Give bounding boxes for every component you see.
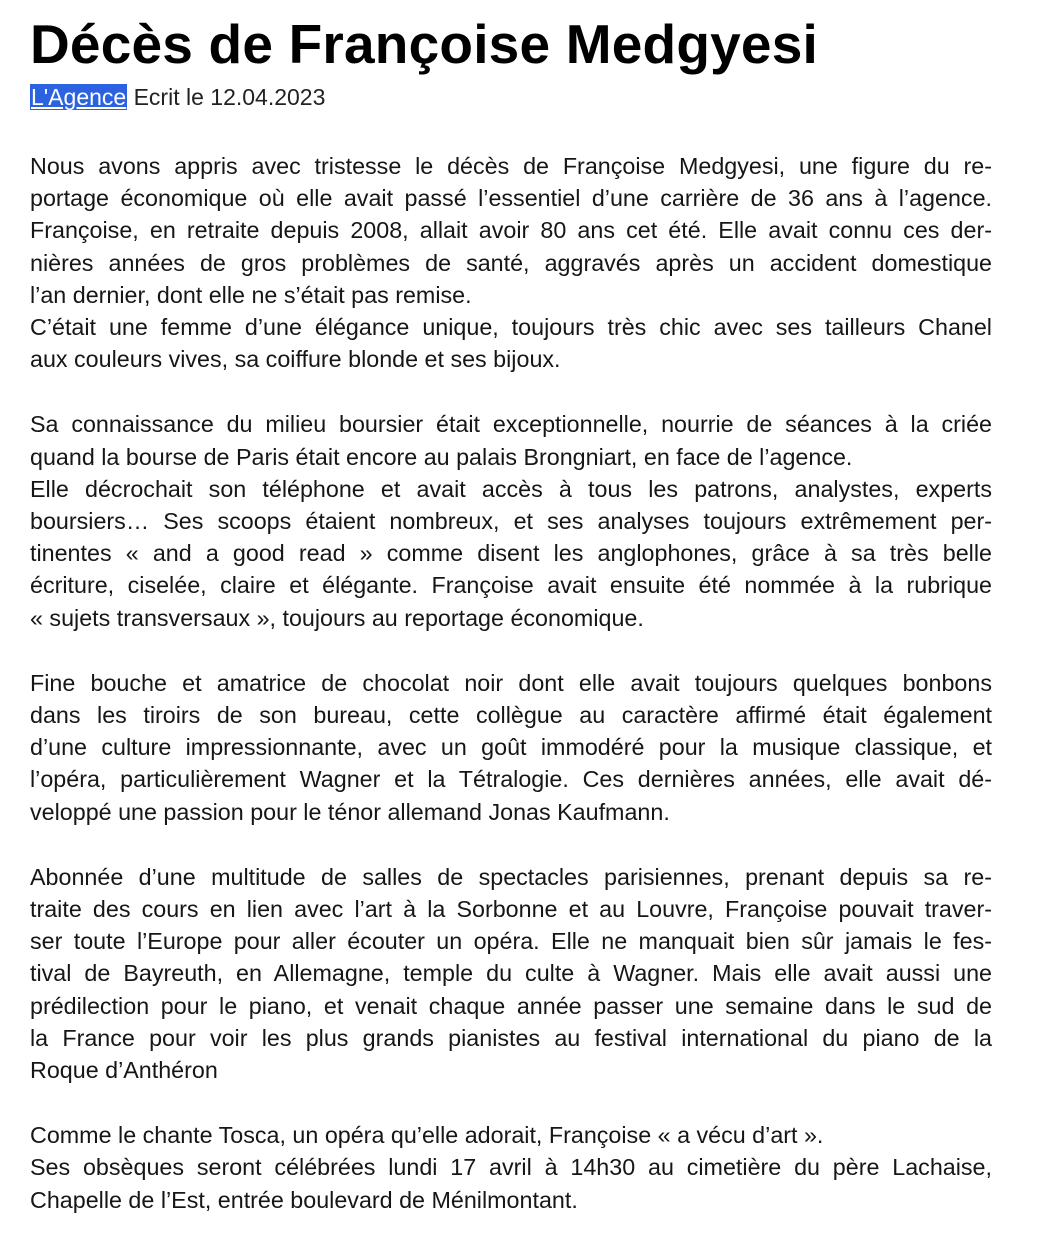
paragraph-line: Françoise, en retraite depuis 2008, allait avoir 80 ans cet été. Elle avait connu ces der-: [30, 217, 992, 244]
paragraph-line: Comme le chante Tosca, un opéra qu’elle adorait, Françoise « a vécu d’art ».: [30, 1122, 824, 1149]
article-paragraph: [30, 408, 992, 633]
paragraph-line: Elle décrochait son téléphone et avait accès à tous les patrons, analystes, experts: [30, 475, 992, 502]
article: [30, 10, 992, 1249]
paragraph-line: d’une culture impressionnante, avec un goût immodéré pour la musique classique, et: [30, 734, 992, 761]
paragraph-line: traite des cours en lien avec l’art à la Sorbonne et au Louvre, Françoise pouvait traver-: [30, 896, 992, 923]
article-body: [30, 150, 992, 1216]
paragraph-line: l’an dernier, dont elle ne s’était pas remise.: [30, 281, 472, 308]
paragraph-line: Sa connaissance du milieu boursier était exceptionnelle, nourrie de séances à la criée: [30, 411, 992, 438]
article-paragraph: [30, 1119, 992, 1216]
article-title: Décès de Françoise Medgyesi: [30, 13, 818, 75]
paragraph-line: Fine bouche et amatrice de chocolat noir dont elle avait toujours quelques bonbons: [30, 669, 992, 696]
paragraph-line: tinentes « and a good read » comme disent les anglophones, grâce à sa très belle: [30, 540, 992, 567]
byline: [30, 82, 992, 112]
paragraph-line: veloppé une passion pour le ténor allemand Jonas Kaufmann.: [30, 798, 670, 825]
paragraph-line: Ses obsèques seront célébrées lundi 17 avril à 14h30 au cimetière du père Lachaise,: [30, 1154, 992, 1181]
paragraph-line: l’opéra, particulièrement Wagner et la Tétralogie. Ces dernières années, elle avait dé-: [30, 766, 992, 793]
paragraph-line: la France pour voir les plus grands pianistes au festival international du piano de la: [30, 1024, 992, 1051]
paragraph-line: Chapelle de l’Est, entrée boulevard de Ménilmontant.: [30, 1186, 578, 1213]
paragraph-line: quand la bourse de Paris était encore au palais Brongniart, en face de l’agence.: [30, 443, 853, 470]
paragraph-line: Nous avons appris avec tristesse le décès de Françoise Medgyesi, une figure du re-: [30, 153, 992, 179]
paragraph-line: Abonnée d’une multitude de salles de spectacles parisiennes, prenant depuis sa re-: [30, 863, 992, 890]
paragraph-line: dans les tiroirs de son bureau, cette collègue au caractère affirmé était également: [30, 702, 992, 729]
paragraph-line: nières années de gros problèmes de santé, aggravés après un accident domestique: [30, 249, 992, 276]
paragraph-line: boursiers… Ses scoops étaient nombreux, et ses analyses toujours extrêmement per-: [30, 508, 992, 535]
paragraph-line: « sujets transversaux », toujours au reportage économique.: [30, 604, 644, 631]
article-paragraph: [30, 667, 992, 828]
publish-date: Ecrit le 12.04.2023: [133, 84, 326, 110]
article-paragraph: [30, 861, 992, 1086]
paragraph-line: aux couleurs vives, sa coiffure blonde et ses bijoux.: [30, 346, 561, 373]
paragraph-line: Roque d’Anthéron: [30, 1057, 218, 1084]
paragraph-line: tival de Bayreuth, en Allemagne, temple du culte à Wagner. Mais elle avait aussi une: [30, 960, 992, 987]
article-paragraph: [30, 150, 992, 375]
paragraph-line: C’était une femme d’une élégance unique, toujours très chic avec ses tailleurs Chanel: [30, 314, 992, 341]
paragraph-line: écriture, ciselée, claire et élégante. Françoise avait ensuite été nommée à la rubrique: [30, 572, 992, 599]
author-link[interactable]: L'Agence: [31, 84, 127, 110]
paragraph-line: prédilection pour le piano, et venait chaque année passer une semaine dans le sud de: [30, 992, 992, 1019]
paragraph-line: ser toute l’Europe pour aller écouter un opéra. Elle ne manquait bien sûr jamais le fes-: [30, 928, 992, 955]
paragraph-line: portage économique où elle avait passé l’essentiel d’une carrière de 36 ans à l’agence.: [30, 185, 992, 212]
